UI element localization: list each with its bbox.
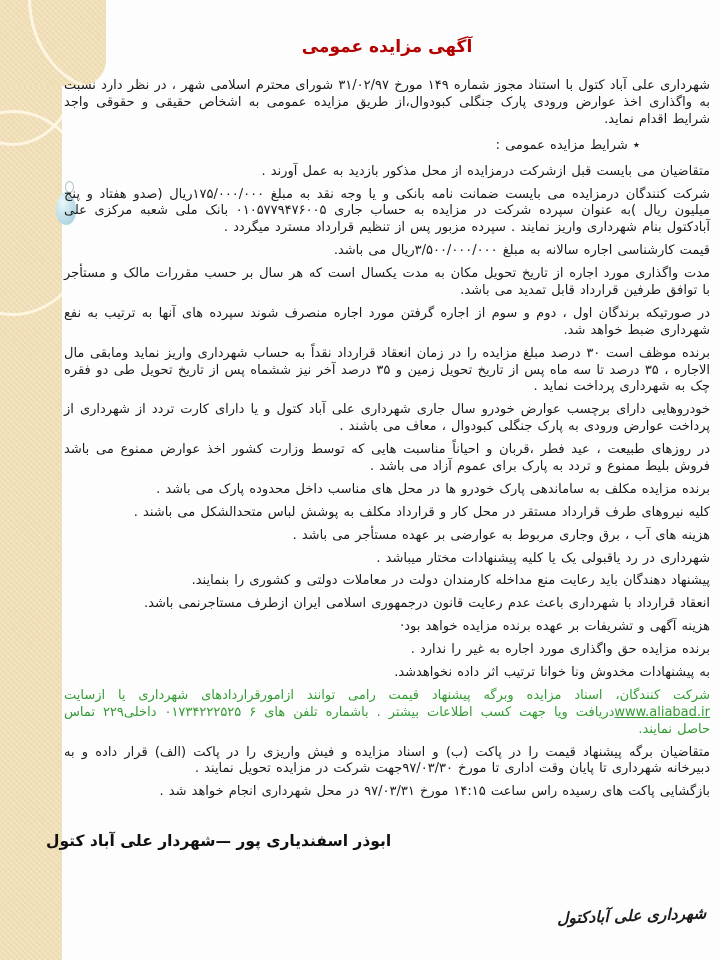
condition-paragraph: هزینه های آب ، برق وجاری مربوط به عوارضی بر عهده مستأجر می باشد .	[292, 527, 710, 543]
opening-paragraph: بازگشایی پاکت های رسیده راس ساعت ۱۴:۱۵ مورخ ۹۷/۰۳/۳۱ در محل شهرداری انجام خواهد شد .	[159, 784, 710, 800]
intro-paragraph: شهرداری علی آباد کتول با استناد مجوز شماره ۱۴۹ مورخ ۳۱/۰۲/۹۷ شورای محترم اسلامی شهر ، در نظر دارد نسبت به واگذاری اخذ عوارض ورودی پارک جنگلی کبودوال،از طریق مزایده عمومی به اشخاص حقیقی و حقوقی واجد شرایط اقدام نماید.	[64, 78, 710, 127]
mayor-signature-line: ابوذر اسفندیاری پور —شهردار علی آباد کتول	[46, 832, 392, 850]
condition-paragraph: در صورتیکه برندگان اول ، دوم و سوم از اجاره گرفتن مورد اجاره منصرف شوند سپرده های آنها به ترتیب به نفع شهرداری ضبط خواهد شد.	[64, 305, 710, 338]
condition-paragraph: برنده مزایده مکلف به ساماندهی پارک خودرو ها در محل های مناسب داخل محدوده پارک می باشد .	[156, 481, 710, 497]
condition-paragraph: مدت واگذاری مورد اجاره از تاریخ تحویل مکان به مدت یکسال است که هر سال بر حسب مقررات مالک و مستأجر با توافق طرفین قرارداد قابل تمدید می باشد.	[64, 266, 710, 298]
page-title: آگهی مزایده عمومی	[301, 37, 473, 57]
decorative-side-strip	[0, 0, 62, 960]
arc-ornament	[0, 110, 62, 316]
condition-paragraph: در روزهای طبیعت ، عید فطر ،قربان و احیاناً مناسبت هایی که توسط وزارت کشور اخذ عوارض ممنوع می باشد فروش بلیط ممنوع و تردد به پارک برای عموم آزاد می باشد .	[64, 442, 710, 475]
condition-paragraph: خودروهایی دارای برچسب عوارض خودرو سال جاری شهرداری علی آباد کتول و یا دارای کارت تردد از شهرداری از پرداخت عوارض ورودی به پارک جنگلی کبودوال ، معاف می باشند .	[64, 402, 710, 435]
condition-paragraph: شرکت کنندگان درمزایده می بایست ضمانت نامه بانکی و یا وجه نقد به مبلغ ۱۷۵/۰۰۰/۰۰۰ریال (صدو هفتاد و پنج میلیون ریال )به عنوان سپرده شرکت در مزایده به حساب جاری ۰۱۰۵۷۷۹۴۷۶۰۰۵ بانک ملی شعبه مرکزی علی آبادکتول بنام شهرداری واریز نمایند . سپرده مزبور پس از تنظیم قرارداد مسترد میگردد .	[64, 186, 710, 236]
conditions-header: ٭ شرایط مزایده عمومی :	[495, 137, 640, 153]
condition-paragraph: برنده مزایده حق واگذاری مورد اجاره به غیر را ندارد .	[410, 642, 710, 658]
condition-paragraph: شهرداری در رد یاقبولی یک یا کلیه پیشنهادات مختار میباشد .	[376, 550, 710, 566]
condition-paragraph: هزینه آگهی و تشریفات بر عهده برنده مزایده خواهد بود·	[400, 619, 710, 635]
site-notice-text-after: دریافت ویا جهت کسب اطلاعات بیشتر . باشماره تلفن های ۶ ۰۱۷۳۴۲۲۲۵۲۵ داخلی۲۲۹ تماس حاصل نمایند.	[64, 704, 710, 737]
condition-paragraph: برنده موظف است ۳۰ درصد مبلغ مزایده را در زمان انعقاد قرارداد نقداً به حساب شهرداری واریز نماید ومابقی مال الاجاره ، ۳۵ درصد تا سه ماه پس از تاریخ تحویل زمین و ۳۵ درصد آخر نیز ششماه پس از تاریخ تحویل طی دو فقره چک به شهرداری پرداخت نماید .	[64, 345, 711, 395]
condition-paragraph: متقاضیان می بایست قبل ازشرکت درمزایده از محل مذکور بازدید به عمل آورند .	[261, 163, 710, 179]
condition-paragraph: انعقاد قرارداد با شهرداری باعث عدم رعایت قانون درجمهوری اسلامی ایران ازطرف مستاجرنمی باشد.	[143, 596, 710, 612]
site-notice-paragraph	[64, 688, 710, 739]
submission-paragraph: متقاضیان برگه پیشنهاد قیمت را در پاکت (ب) و اسناد مزایده و فیش واریزی را در پاکت (الف) قرار داده و به دبیرخانه شهرداری تا پایان وقت اداری تا مورخ ۹۷/۰۳/۳۰جهت شرکت در مزایده تحویل نمایند .	[64, 744, 710, 777]
condition-paragraph: به پیشنهادات مخدوش ونا خوانا ترتیب اثر داده نخواهدشد.	[394, 665, 710, 681]
document-body	[64, 0, 710, 807]
website-link[interactable]: www.aliabad.ir	[614, 704, 710, 720]
condition-paragraph: قیمت کارشناسی اجاره سالانه به مبلغ ۳/۵۰۰/۰۰۰/۰۰۰ریال می باشد.	[333, 243, 710, 259]
condition-paragraph: پیشنهاد دهندگان باید رعایت منع مداخله کارمندان دولت در معاملات دولتی و کشوری را بنمایند.	[191, 573, 710, 589]
municipality-stamp: شهرداری علی آبادکتول	[556, 903, 707, 928]
site-notice-text-before: شرکت کنندگان، اسناد مزایده وبرگه پیشنهاد قیمت رامی توانند ازامورقراردادهای شهرداری یا ازسایت	[64, 687, 710, 703]
condition-paragraph: کلیه نیروهای طرف قرارداد مستقر در محل کار و قرارداد مکلف به پوشش لباس متحدالشکل می باشند .	[133, 504, 710, 520]
